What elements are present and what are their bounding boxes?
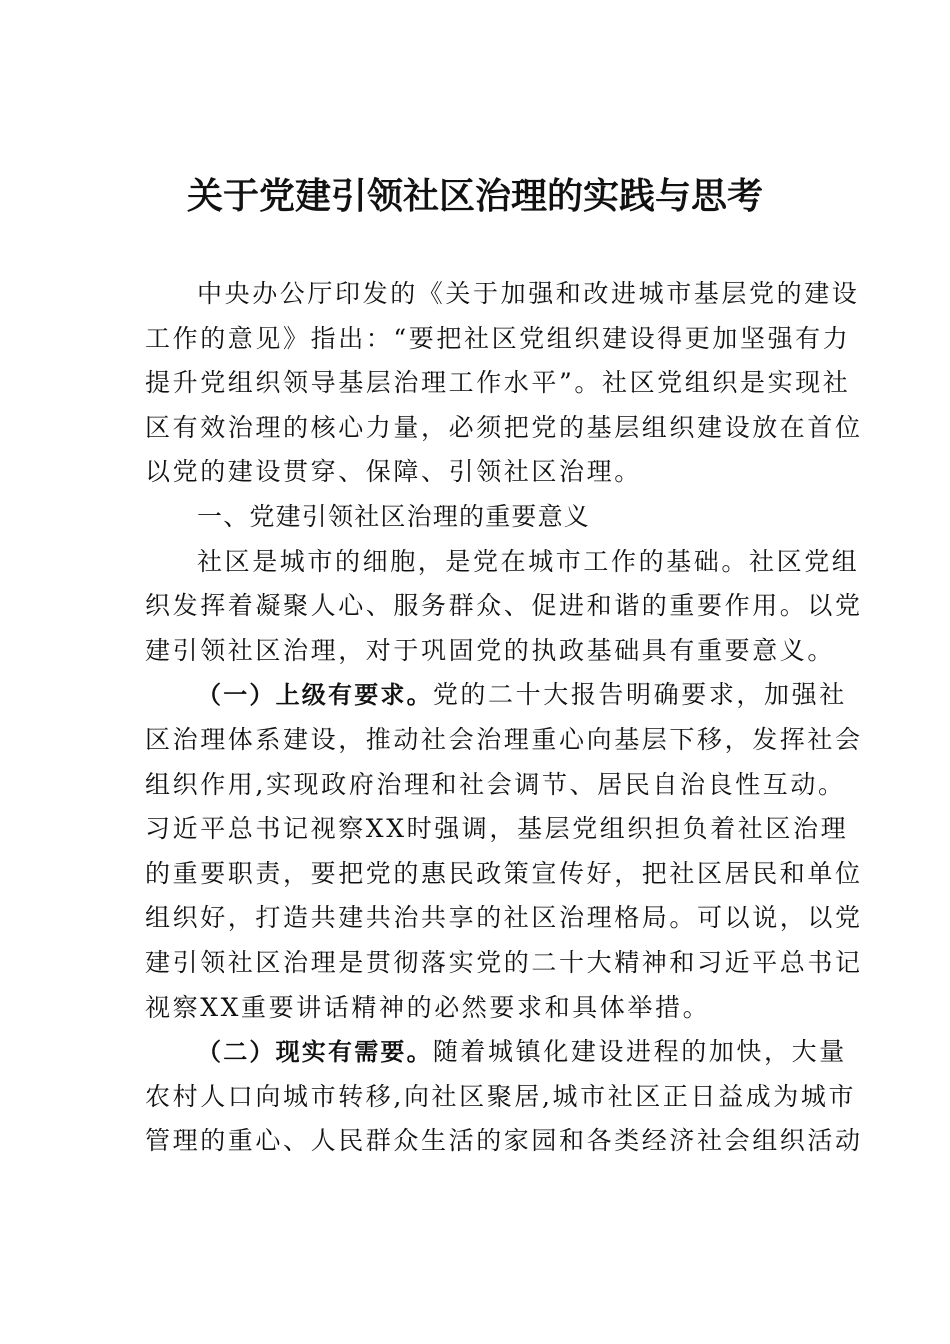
subsection-1-line: 建引领社区治理是贯彻落实党的二十大精神和习近平总书记 [145,947,863,977]
intro-line: 中央办公厅印发的《关于加强和改进城市基层党的建设 [197,279,860,308]
document-title: 关于党建引领社区治理的实践与思考 [186,175,763,217]
section1-line: 社区是城市的细胞，是党在城市工作的基础。社区党组 [197,546,860,576]
section1-line: 织发挥着凝聚人心、服务群众、促进和谐的重要作用。以党 [145,591,863,621]
intro-line: 区有效治理的核心力量，必须把党的基层组织建设放在首位 [145,412,863,442]
subsection-2-line: 农村人口向城市转移,向社区聚居,城市社区正日益成为城市 [145,1081,857,1111]
intro-line: 提升党组织领导基层治理工作水平”。社区党组织是实现社 [145,368,851,398]
subsection-1-heading: （一）上级有要求。 [197,681,433,710]
intro-line: 工作的意见》指出：“要把社区党组织建设得更加坚强有力 [145,323,851,353]
subsection-2-first-line [145,1030,847,1075]
subsection-1-line: 视察XX重要讲话精神的必然要求和具体举措。 [145,992,711,1022]
section-heading: 一、党建引领社区治理的重要意义 [197,501,591,531]
intro-line: 以党的建设贯穿、保障、引领社区治理。 [145,457,642,487]
subsection-1-text: 党的二十大报告明确要求，加强社 [432,680,847,710]
subsection-2-line: 管理的重心、人民群众生活的家园和各类经济社会组织活动 [145,1126,863,1156]
subsection-1-line: 组织好，打造共建共治共享的社区治理格局。可以说，以党 [145,903,863,933]
subsection-1-line: 习近平总书记视察XX时强调，基层党组织担负着社区治理 [145,814,849,844]
document-body [145,272,863,1164]
subsection-1-line: 组织作用,实现政府治理和社会调节、居民自治良性互动。 [145,769,846,799]
subsection-2-text: 随着城镇化建设进程的加快，大量 [432,1037,847,1067]
subsection-1-first-line [145,673,847,718]
subsection-1-line: 区治理体系建设，推动社会治理重心向基层下移，发挥社会 [145,724,863,754]
subsection-1-line: 的重要职责，要把党的惠民政策宣传好，把社区居民和单位 [145,858,863,888]
section1-line: 建引领社区治理，对于巩固党的执政基础具有重要意义。 [145,635,836,665]
subsection-2-heading: （二）现实有需要。 [197,1038,433,1067]
